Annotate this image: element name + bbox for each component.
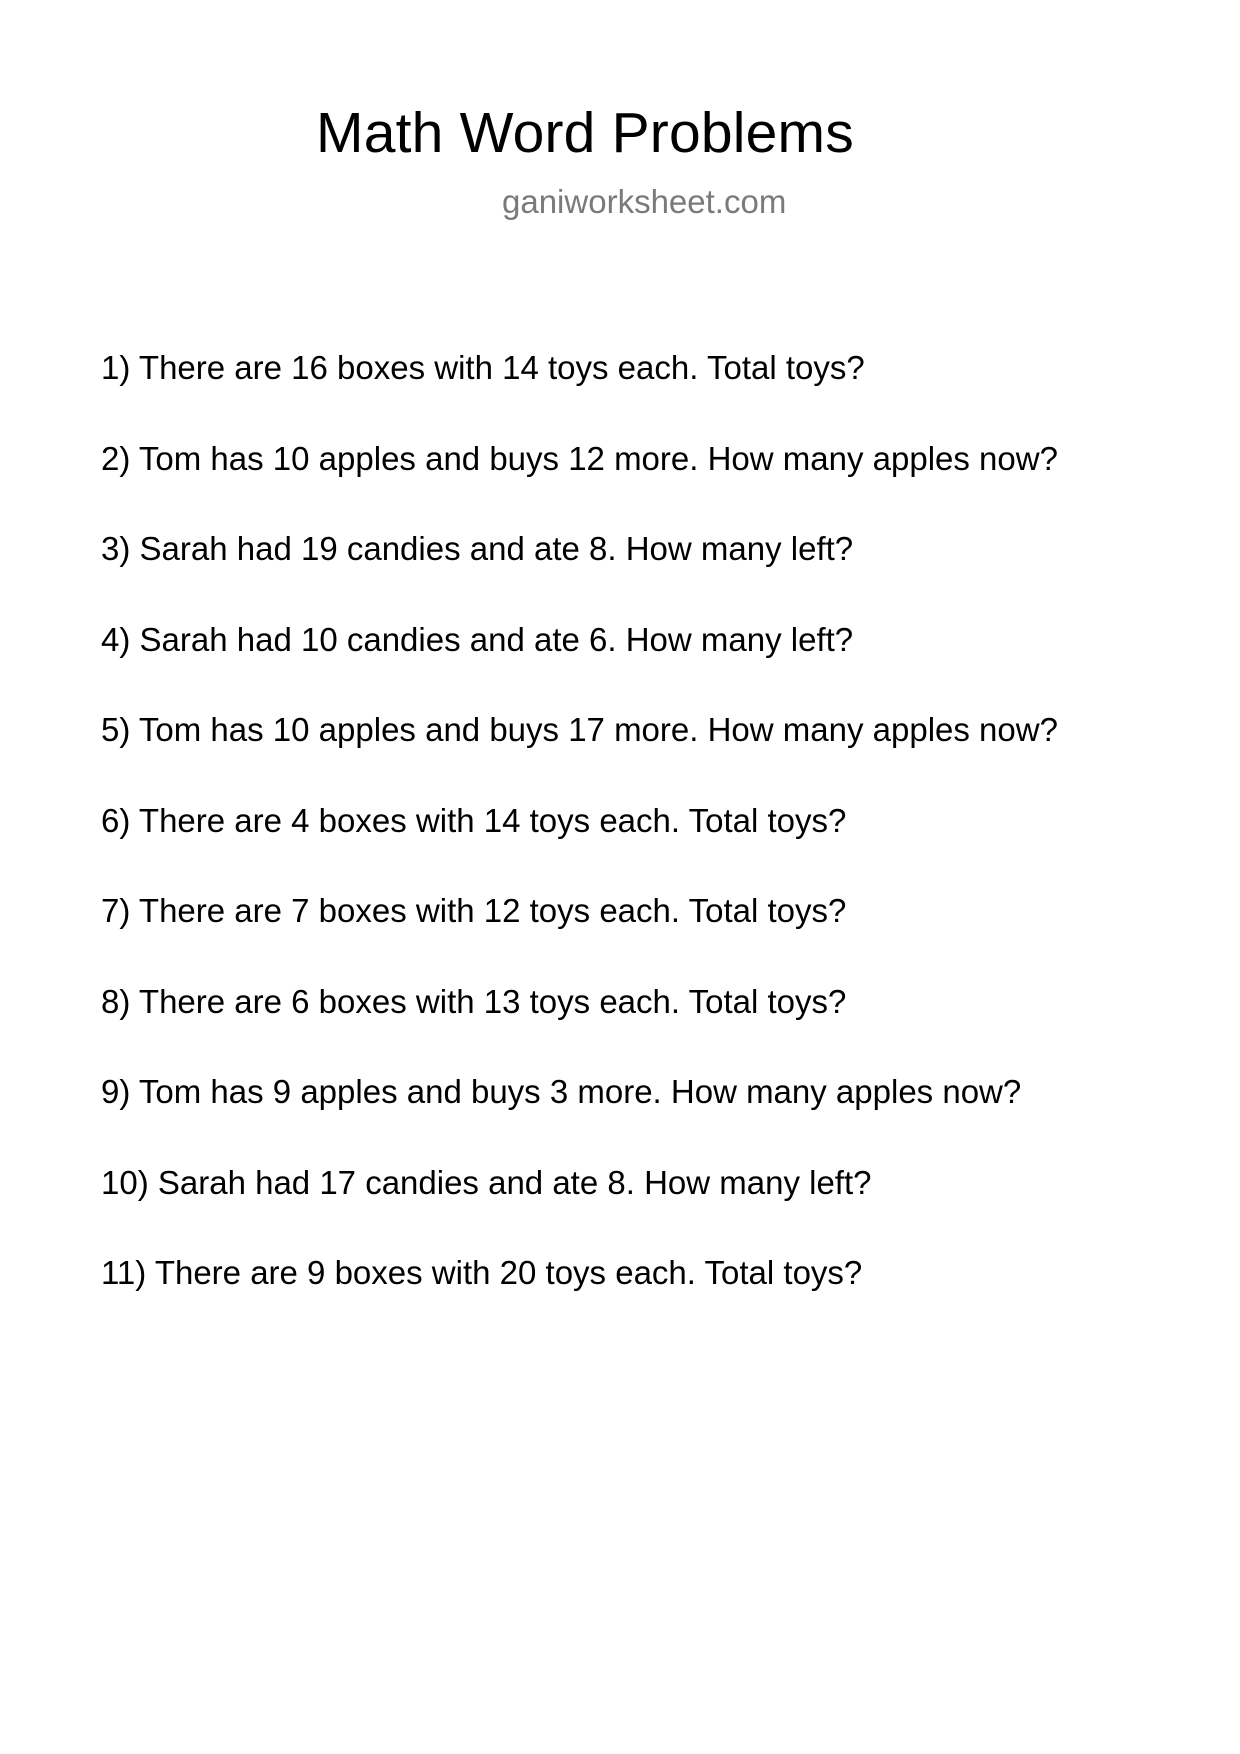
problem-9: 9) Tom has 9 apples and buys 3 more. How many apples now?: [101, 1073, 1022, 1110]
problem-4: 4) Sarah had 10 candies and ate 6. How many left?: [101, 620, 854, 658]
problem-7: 7) There are 7 boxes with 12 toys each. Total toys?: [101, 892, 847, 929]
problem-6: 6) There are 4 boxes with 14 toys each. Total toys?: [101, 801, 847, 839]
site-name: ganiworksheet.com: [502, 183, 787, 220]
problem-5: 5) Tom has 10 apples and buys 17 more. How many apples now?: [101, 711, 1058, 748]
problem-11: 11) There are 9 boxes with 20 toys each. Total toys?: [101, 1254, 863, 1291]
problem-3: 3) Sarah had 19 candies and ate 8. How many left?: [101, 530, 854, 567]
problem-8: 8) There are 6 boxes with 13 toys each. Total toys?: [101, 982, 847, 1020]
page-title: Math Word Problems: [316, 101, 854, 165]
problem-10: 10) Sarah had 17 candies and ate 8. How many left?: [101, 1163, 872, 1201]
problem-list: [101, 348, 1058, 1344]
problem-2: 2) Tom has 10 apples and buys 12 more. How many apples now?: [101, 439, 1058, 477]
problem-1: 1) There are 16 boxes with 14 toys each. Total toys?: [101, 349, 865, 386]
